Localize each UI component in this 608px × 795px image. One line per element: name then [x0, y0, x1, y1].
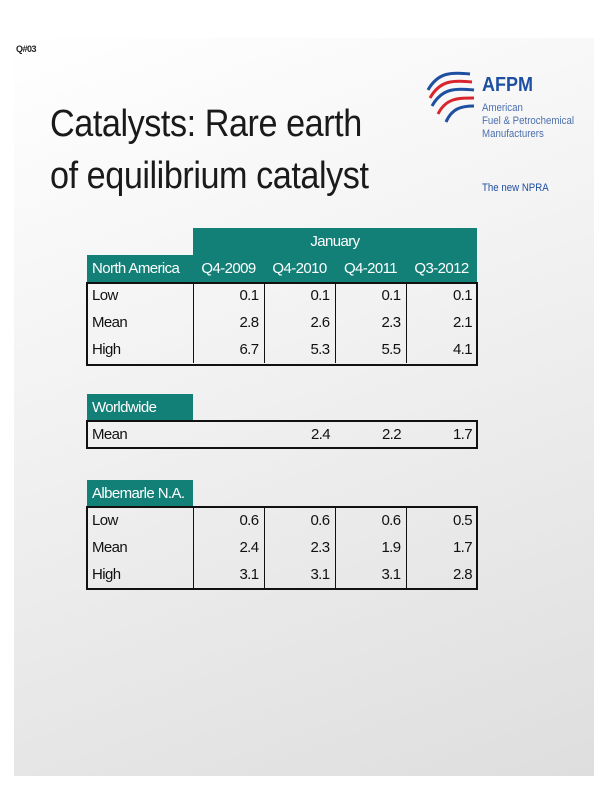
- cell: 2.1: [406, 309, 477, 336]
- cell: 2.8: [406, 561, 477, 588]
- cell: 2.3: [264, 534, 335, 561]
- cell: 0.6: [193, 507, 264, 534]
- cell: 0.1: [264, 282, 335, 309]
- table-row: [87, 421, 477, 448]
- section-label: North America: [92, 260, 180, 277]
- cell: [193, 421, 264, 448]
- row-label: Low: [92, 287, 118, 304]
- table-row: [87, 309, 477, 336]
- cell: 1.9: [335, 534, 406, 561]
- albemarle-table: [87, 480, 477, 588]
- cell: 2.8: [193, 309, 264, 336]
- row-label: Mean: [92, 539, 128, 556]
- period-header: January: [193, 228, 477, 255]
- cell: 0.1: [335, 282, 406, 309]
- north-america-table: [87, 228, 477, 363]
- column-header: Q4-2011: [343, 260, 398, 277]
- column-header: Q4-2009: [201, 260, 256, 277]
- cell: 4.1: [406, 336, 477, 363]
- cell: 6.7: [193, 336, 264, 363]
- cell: 0.6: [264, 507, 335, 534]
- slide-id: Q#03: [16, 44, 37, 54]
- logo-name: AFPM: [482, 74, 534, 96]
- table-row: [87, 336, 477, 363]
- slide-title: Catalysts: Rare earth of equilibrium catalyst: [50, 103, 369, 197]
- column-header: Q4-2010: [272, 260, 327, 277]
- section-label: Albemarle N.A.: [87, 480, 193, 507]
- cell: 5.5: [335, 336, 406, 363]
- column-header: Q3-2012: [414, 260, 469, 277]
- table-row: [87, 561, 477, 588]
- cell: 3.1: [335, 561, 406, 588]
- logo-subtitle: [482, 102, 575, 141]
- row-label: Mean: [92, 426, 128, 443]
- afpm-logo-icon: [424, 68, 476, 124]
- cell: 2.3: [335, 309, 406, 336]
- cell: 1.7: [452, 426, 472, 443]
- table-row: [87, 282, 477, 309]
- section-label: Worldwide: [87, 394, 193, 421]
- cell: 2.4: [193, 534, 264, 561]
- cell: 0.1: [406, 282, 477, 309]
- cell: 0.1: [193, 282, 264, 309]
- cell: 1.7: [406, 534, 477, 561]
- cell: 3.1: [193, 561, 264, 588]
- cell: 2.2: [381, 426, 401, 443]
- cell: 2.6: [264, 309, 335, 336]
- cell: 3.1: [264, 561, 335, 588]
- row-label: Mean: [92, 314, 128, 331]
- logo-line: American: [482, 102, 523, 114]
- row-label: High: [92, 341, 121, 358]
- cell: 5.3: [264, 336, 335, 363]
- logo-line: Manufacturers: [482, 128, 544, 140]
- logo-line: Fuel & Petrochemical: [482, 115, 575, 127]
- row-label: High: [92, 566, 121, 583]
- worldwide-table: [87, 394, 477, 448]
- cell: 0.6: [335, 507, 406, 534]
- cell: 2.4: [310, 426, 330, 443]
- cell: 0.5: [406, 507, 477, 534]
- table-row: [87, 534, 477, 561]
- logo-tagline: The new NPRA: [482, 182, 549, 194]
- table-row: [87, 507, 477, 534]
- row-label: Low: [92, 512, 118, 529]
